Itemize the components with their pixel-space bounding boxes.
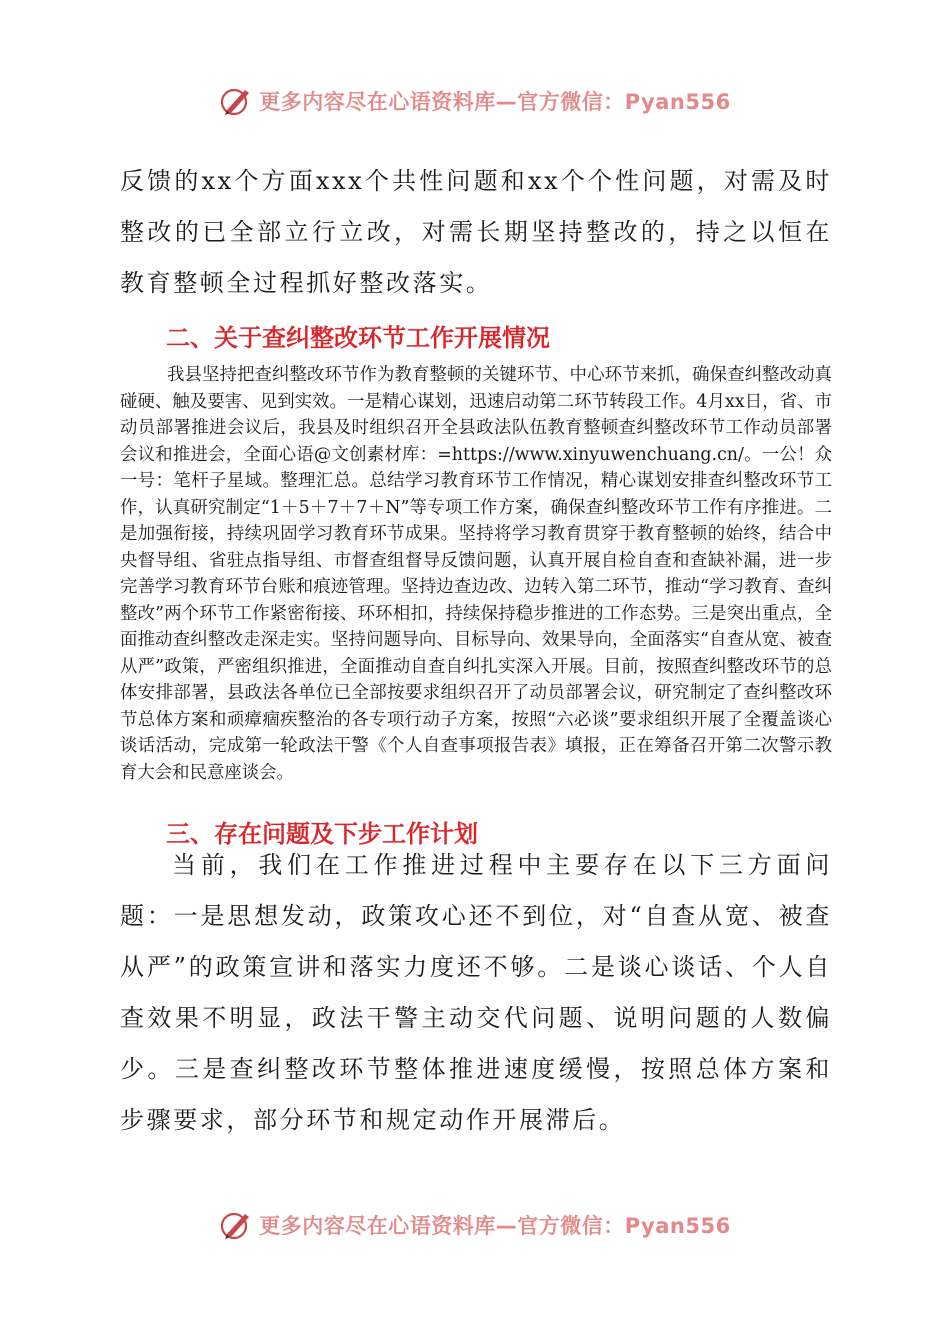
- section-3-body: 当前，我们在工作推进过程中主要存在以下三方面问题：一是思想发动，政策攻心还不到位，对“自查从宽、被查从严”的政策宣讲和落实力度还不够。二是谈心谈话、个人自查效果不明显，政法干警主动交代问题、说明问题的人数偏少。三是查纠整改环节整体推进速度缓慢，按照总体方案和步骤要求，部分环节和规定动作开展滞后。: [120, 851, 832, 1134]
- watermark-text: 更多内容尽在心语资料库—官方微信：Pyan556: [259, 1214, 731, 1238]
- pen-logo-icon: [219, 1208, 253, 1242]
- section-heading-3: 三、存在问题及下步工作计划: [166, 820, 478, 848]
- section-heading-2: 二、关于查纠整改环节工作开展情况: [166, 324, 550, 352]
- footer-watermark: [0, 1208, 950, 1242]
- watermark-text: 更多内容尽在心语资料库—官方微信：Pyan556: [259, 90, 731, 114]
- header-watermark: [0, 84, 950, 118]
- section-2-body: 我县坚持把查纠整改环节作为教育整顿的关键环节、中心环节来抓，确保查纠整改动真碰硬、触及要害、见到实效。一是精心谋划，迅速启动第二环节转段工作。4月xx日，省、市动员部署推进会议后，我县及时组织召开全县政法队伍教育整顿查纠整改环节工作动员部署会议和推进会，全面心语@文创素材库：=https://www.xinyuwenchuang.cn/。一公！众一号：笔杆子星域。整理汇总。总结学习教育环节工作情况，精心谋划安排查纠整改环节工作，认真研究制定“1＋5＋7＋7＋N”等专项工作方案，确保查纠整改环节工作有序推进。二是加强衔接，持续巩固学习教育环节成果。坚持将学习教育贯穿于教育整顿的始终，结合中央督导组、省驻点指导组、市督查组督导反馈问题，认真开展自检自查和查缺补漏，进一步完善学习教育环节台账和痕迹管理。坚持边查边改、边转入第二环节，推动“学习教育、查纠整改”两个环节工作紧密衔接、环环相扣，持续保持稳步推进的工作态势。三是突出重点，全面推动查纠整改走深走实。坚持问题导向、目标导向、效果导向，全面落实“自查从宽、被查从严”政策，严密组织推进，全面推动自查自纠扎实深入开展。目前，按照查纠整改环节的总体安排部署，县政法各单位已全部按要求组织召开了动员部署会议，研究制定了查纠整改环节总体方案和顽瘴痼疾整治的各专项行动子方案，按照“六必谈”要求组织开展了全覆盖谈心谈话活动，完成第一轮政法干警《个人自查事项报告表》填报，正在筹备召开第二次警示教育大会和民意座谈会。: [120, 365, 832, 783]
- paragraph-continuation: 反馈的xx个方面xxx个共性问题和xx个个性问题，对需及时整改的已全部立行立改，对需长期坚持整改的，持之以恒在教育整顿全过程抓好整改落实。: [120, 167, 832, 297]
- pen-logo-icon: [219, 84, 253, 118]
